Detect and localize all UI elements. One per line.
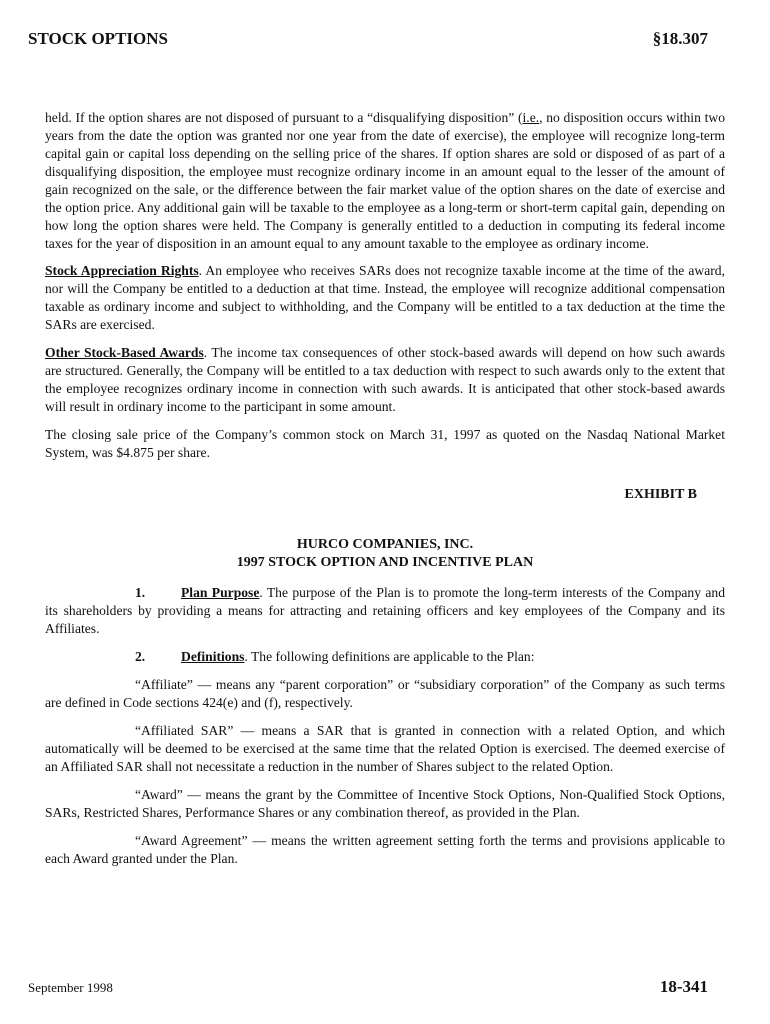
section-heading: Plan Purpose [181, 585, 260, 600]
section-text: . The purpose of the Plan is to promote the long-term interests of the Company and its shareholders by providing a means for attracting and retaining officers and key employees of the Company and its Affiliates. [45, 585, 725, 636]
definition-affiliate: “Affiliate” — means any “parent corporation” or “subsidiary corporation” of the Company as such terms are defined in Code sections 424(e) and (f), respectively. [45, 677, 725, 710]
running-footer [28, 977, 708, 997]
section-text: . The following definitions are applicable to the Plan: [244, 649, 535, 664]
ie-abbreviation: i.e. [522, 110, 540, 125]
running-header [28, 29, 708, 49]
paragraph-disposition [45, 109, 725, 253]
plan-title [45, 536, 725, 572]
document-body [45, 109, 725, 878]
definition-award: “Award” — means the grant by the Committee of Incentive Stock Options, Non-Qualified Stock Options, SARs, Restricted Shares, Performance Shares or any combination thereof, as provided in the Plan. [45, 787, 725, 820]
plan-title-company: HURCO COMPANIES, INC. [296, 537, 474, 552]
section-number: 1. [135, 585, 146, 600]
exhibit-label: EXHIBIT B [624, 487, 697, 502]
section-number: 2. [135, 649, 146, 664]
definition-award-agreement: “Award Agreement” — means the written agreement setting forth the terms and provisions applicable to each Award granted under the Plan. [45, 833, 725, 866]
paragraph-text: , no disposition occurs within two years from the date the option was granted nor one year from the date of exercise), the employee will recognize long-term capital gain or capital loss depending on the selling price of the shares. If option shares are sold or disposed of as part of a disqualifying disposition, the employee must recognize ordinary income in an amount equal to the lesser of the amount of gain recognized on the sale, or the difference between the fair market value of the option shares on the date of exercise and the option price. Any additional gain will be taxable to the employee as a long-term or short-term capital gain, depending on how long the option shares were held. The Company is generally entitled to a deduction in computing its federal income taxes for the year of disposition in an amount equal to any amount taxable to the employee as ordinary income. [45, 110, 725, 251]
footer-page-number: 18-341 [659, 977, 708, 996]
section-heading: Definitions [181, 649, 245, 664]
other-awards-heading: Other Stock-Based Awards [45, 345, 204, 360]
header-section-number: §18.307 [652, 29, 708, 48]
section-definitions [45, 648, 725, 666]
definition-affiliated-sar: “Affiliated SAR” — means a SAR that is granted in connection with a related Option, and which automatically will be deemed to be exercised at the same time that the related Option is exercised. The deemed exercise of an Affiliated SAR shall not necessitate a reduction in the number of Shares subject to the related Option. [45, 723, 725, 774]
paragraph-sar [45, 262, 725, 334]
paragraph-text: . An employee who receives SARs does not recognize taxable income at the time of the award, nor will the Company be entitled to a deduction at that time. Instead, the employee will recognize additional compensation taxable as ordinary income and subject to withholding, and the Company will be entitled to a tax deduction at the time the SARs are exercised. [45, 263, 725, 332]
footer-date: September 1998 [28, 980, 113, 995]
sar-heading: Stock Appreciation Rights [45, 263, 199, 278]
section-plan-purpose [45, 584, 725, 638]
paragraph-other-awards [45, 344, 725, 416]
paragraph-text: . The income tax consequences of other stock-based awards will depend on how such awards are structured. Generally, the Company will be entitled to a tax deduction with respect to such awards only to the extent that the employee recognizes ordinary income in connection with such awards. It is anticipated that other stock-based awards will result in ordinary income to the participant in some amount. [45, 345, 726, 414]
plan-title-name: 1997 STOCK OPTION AND INCENTIVE PLAN [236, 555, 534, 570]
header-section-title: STOCK OPTIONS [28, 29, 168, 48]
paragraph-text: held. If the option shares are not disposed of pursuant to a “disqualifying disposition” ( [45, 110, 523, 125]
paragraph-closing-price: The closing sale price of the Company’s common stock on March 31, 1997 as quoted on the Nasdaq National Market System, was $4.875 per share. [45, 427, 725, 460]
